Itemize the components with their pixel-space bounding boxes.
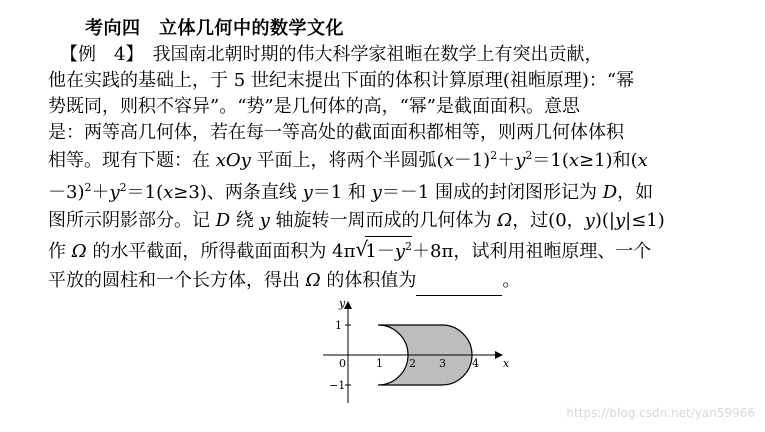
x-axis-label: x [503, 357, 510, 370]
y-axis-label: y [339, 297, 346, 310]
problem-line-4: 是：两等高几何体，若在每一等高处的截面面积都相等，则两几何体体积 [48, 122, 624, 143]
x-axis-arrow-icon [495, 351, 503, 359]
problem-line-9: 平放的圆柱和一个长方体，得出 Ω 的体积值为 。 [48, 266, 520, 296]
region-figure [315, 295, 515, 410]
problem-line-8: 作 Ω 的水平截面，所得截面面积为 4π √ $1-y^2+8\pi$，试利用祖暅原理、一个 [48, 236, 651, 266]
x-tick-label-1: 1 [376, 357, 383, 370]
answer-blank[interactable] [416, 277, 502, 296]
x-tick-label-2: 2 [409, 357, 416, 370]
problem-line-5: 相等。现有下题：在 xOy 平面上，将两个半圆弧$(x-1)^2+y^2=1(x\ge 1)$和(x [48, 149, 648, 171]
problem-line-1: 【例 4】 我国南北朝时期的伟大科学家祖暅在数学上有突出贡献， [60, 44, 603, 65]
problem-line-7: 图所示阴影部分。记 D 绕 y 轴旋转一周而成的几何体为 Ω，过(0，y)(|y|≤1) [48, 210, 665, 231]
radical-sign-icon: √ [355, 237, 369, 261]
origin-label: 0 [339, 357, 346, 370]
problem-line-3: 势既同，则积不容异”。“势”是几何体的高，“幂”是截面面积。意思 [48, 96, 581, 117]
example-tag: 【例 4】 [60, 44, 135, 65]
watermark: https://blog.csdn.net/yan59966 [566, 406, 755, 420]
y-tick-label-neg1: −1 [329, 379, 346, 392]
problem-line-6: $-3)^2+y^2=1(x\ge 3)$、两条直线 y＝1 和 y＝－1 围成的封闭图形记为 D，如 [48, 181, 654, 203]
x-tick-label-3: 3 [439, 357, 446, 370]
problem-line-2: 他在实践的基础上，于 5 世纪末提出下面的体积计算原理(祖暅原理)：“幂 [48, 70, 635, 91]
y-tick-label-1: 1 [335, 319, 342, 332]
section-heading: 考向四 立体几何中的数学文化 [85, 18, 344, 39]
square-root: √ $1-y^2$ [355, 236, 412, 267]
x-tick-label-4: 4 [472, 357, 479, 370]
